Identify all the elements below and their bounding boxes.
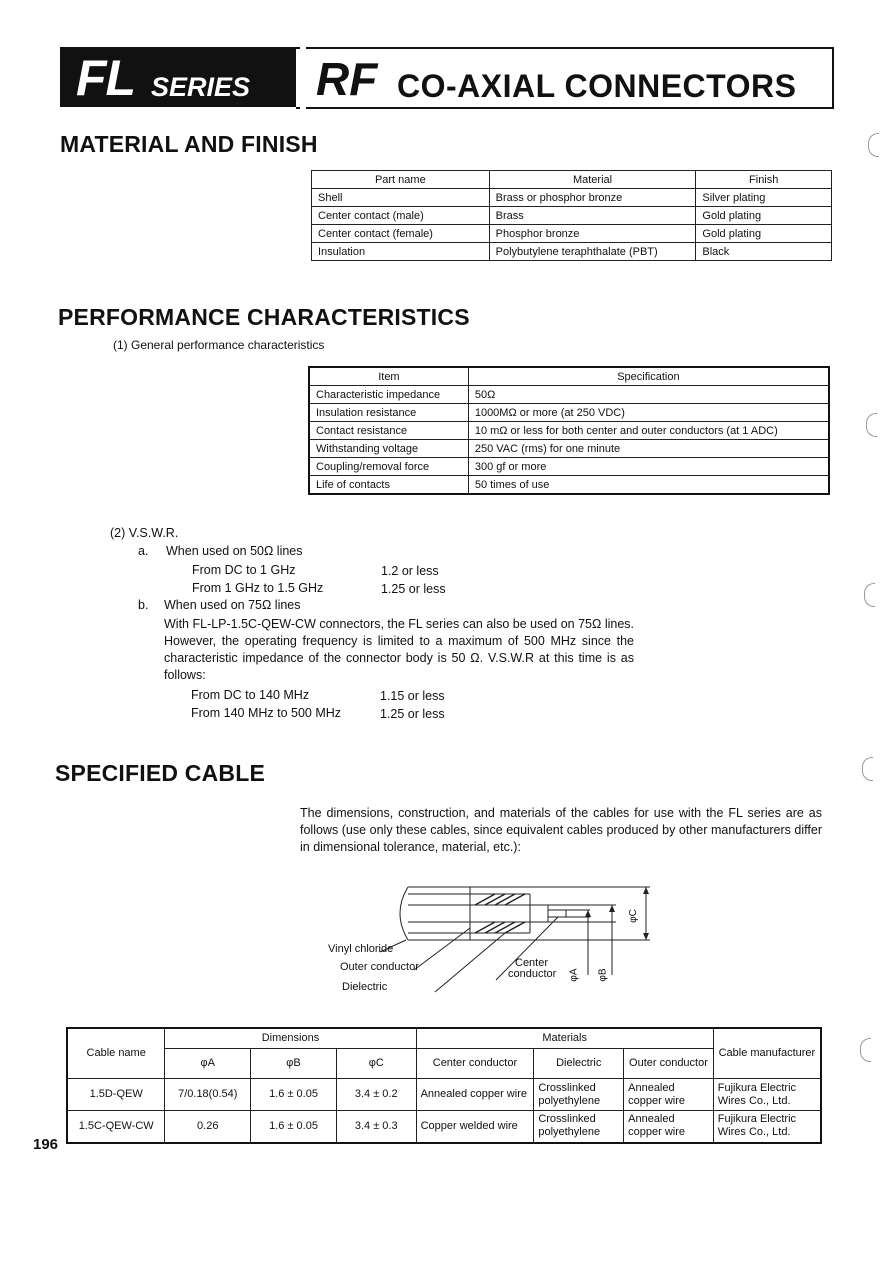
column-header: Part name — [312, 171, 490, 189]
binding-hole-mark — [868, 133, 879, 157]
table-cell: Crosslinked polyethylene — [534, 1111, 624, 1143]
table-cell: Characteristic impedance — [309, 386, 468, 404]
column-header: Center conductor — [416, 1049, 534, 1079]
table-cell: Gold plating — [696, 207, 832, 225]
column-header: Cable manufacturer — [713, 1028, 821, 1079]
table-cell: Shell — [312, 189, 490, 207]
table-cell: 50 times of use — [468, 476, 829, 495]
table-cell: 300 gf or more — [468, 458, 829, 476]
table-cell: Brass — [489, 207, 696, 225]
table-cell: Center contact (male) — [312, 207, 490, 225]
diagram-label-vinyl: Vinyl chloride — [328, 943, 394, 955]
table-header-row — [312, 171, 832, 189]
vswr-a-marker: a. — [138, 544, 149, 558]
diagram-label-center-2: conductor — [508, 968, 557, 980]
page-number: 196 — [33, 1136, 59, 1153]
table-row — [309, 476, 829, 495]
table-cell: Polybutylene teraphthalate (PBT) — [489, 243, 696, 261]
table-header-row — [309, 367, 829, 386]
diagram-label-center-1: Center — [515, 957, 549, 969]
binding-hole-mark — [862, 757, 873, 781]
table-row — [67, 1111, 821, 1143]
table-cell: Insulation resistance — [309, 404, 468, 422]
table-row — [312, 189, 832, 207]
table-row — [312, 243, 832, 261]
column-header: Dimensions — [165, 1028, 416, 1049]
header-series: SERIES — [151, 72, 251, 102]
column-header: φB — [251, 1049, 337, 1079]
column-header: Item — [309, 367, 468, 386]
table-cell: 50Ω — [468, 386, 829, 404]
vswr-b-paragraph: With FL-LP-1.5C-QEW-CW connectors, the FL series can also be used on 75Ω lines. However, the operating frequency is limited to a maximum of 500 MHz since the characteristic impedance of the connector body is 50 Ω. V.S.W.R at this time is as follows: — [164, 617, 634, 682]
table-cell: Annealed copper wire — [624, 1111, 714, 1143]
table-cell: Contact resistance — [309, 422, 468, 440]
table-cell: Insulation — [312, 243, 490, 261]
table-cell: Crosslinked polyethylene — [534, 1079, 624, 1111]
table-row — [309, 458, 829, 476]
binding-hole-mark — [860, 1038, 871, 1062]
vswr-b-text: When used on 75Ω lines — [164, 598, 301, 612]
column-header: Dielectric — [534, 1049, 624, 1079]
vswr-a-value-1: 1.2 or less — [381, 564, 439, 578]
cable-table — [66, 1027, 822, 1144]
table-cell: 1000MΩ or more (at 250 VDC) — [468, 404, 829, 422]
vswr-label: (2) V.S.W.R. — [110, 526, 179, 540]
cable-heading: SPECIFIED CABLE — [55, 760, 266, 786]
table-cell: Coupling/removal force — [309, 458, 468, 476]
binding-hole-mark — [866, 413, 877, 437]
table-cell: 3.4 ± 0.3 — [336, 1111, 416, 1143]
diagram-label-outer: Outer conductor — [340, 961, 419, 973]
table-cell: Silver plating — [696, 189, 832, 207]
table-cell: Black — [696, 243, 832, 261]
table-cell: Gold plating — [696, 225, 832, 243]
table-cell: Brass or phosphor bronze — [489, 189, 696, 207]
header-gap — [300, 47, 306, 109]
table-row — [67, 1079, 821, 1111]
column-header: Specification — [468, 367, 829, 386]
table-cell: Fujikura Electric Wires Co., Ltd. — [713, 1111, 821, 1143]
table-cell: 7/0.18(0.54) — [165, 1079, 251, 1111]
diagram-label-phiA: φA — [568, 968, 580, 982]
table-cell: Withstanding voltage — [309, 440, 468, 458]
table-cell: 250 VAC (rms) for one minute — [468, 440, 829, 458]
header-rf: RF — [316, 53, 378, 105]
material-heading: MATERIAL AND FINISH — [60, 131, 318, 157]
table-cell: Annealed copper wire — [416, 1079, 534, 1111]
table-header-row — [67, 1028, 821, 1049]
table-cell: Fujikura Electric Wires Co., Ltd. — [713, 1079, 821, 1111]
table-row — [309, 404, 829, 422]
table-cell: 3.4 ± 0.2 — [336, 1079, 416, 1111]
table-cell: Center contact (female) — [312, 225, 490, 243]
material-table — [311, 170, 832, 261]
table-row — [309, 422, 829, 440]
table-header-row — [67, 1049, 821, 1079]
table-row — [312, 225, 832, 243]
table-cell: 1.6 ± 0.05 — [251, 1111, 337, 1143]
table-row — [309, 386, 829, 404]
vswr-b-range-2: From 140 MHz to 500 MHz — [191, 706, 342, 720]
column-header: φC — [336, 1049, 416, 1079]
table-cell: 0.26 — [165, 1111, 251, 1143]
table-cell: Life of contacts — [309, 476, 468, 495]
vswr-b-marker: b. — [138, 598, 149, 612]
column-header: Finish — [696, 171, 832, 189]
header-fl: FL — [76, 50, 136, 106]
table-cell: 1.6 ± 0.05 — [251, 1079, 337, 1111]
vswr-a-text: When used on 50Ω lines — [166, 544, 303, 558]
table-cell: Phosphor bronze — [489, 225, 696, 243]
column-header: φA — [165, 1049, 251, 1079]
column-header: Materials — [416, 1028, 713, 1049]
table-cell: Copper welded wire — [416, 1111, 534, 1143]
cable-intro: The dimensions, construction, and materials of the cables for use with the FL series are as follows (use only these cables, since equivalent cables produced by other manufacturers differ in dimensional tolerance, material, etc.): — [300, 806, 822, 854]
column-header: Outer conductor — [624, 1049, 714, 1079]
diagram-label-phiB: φB — [597, 968, 609, 982]
table-row — [312, 207, 832, 225]
table-row — [309, 440, 829, 458]
column-header: Cable name — [67, 1028, 165, 1079]
table-cell: 10 mΩ or less for both center and outer conductors (at 1 ADC) — [468, 422, 829, 440]
vswr-a-range-1: From DC to 1 GHz — [192, 563, 296, 577]
table-cell: 1.5D-QEW — [67, 1079, 165, 1111]
performance-table — [308, 366, 830, 495]
vswr-a-range-2: From 1 GHz to 1.5 GHz — [192, 581, 324, 595]
header-title: CO-AXIAL CONNECTORS — [397, 68, 797, 104]
general-performance-label: (1) General performance characteristics — [113, 338, 325, 352]
table-cell: 1.5C-QEW-CW — [67, 1111, 165, 1143]
column-header: Material — [489, 171, 696, 189]
diagram-label-dielectric: Dielectric — [342, 981, 388, 993]
diagram-label-phiC: φC — [627, 909, 639, 923]
vswr-b-value-2: 1.25 or less — [380, 707, 445, 721]
table-cell: Annealed copper wire — [624, 1079, 714, 1111]
vswr-b-value-1: 1.15 or less — [380, 689, 445, 703]
vswr-b-range-1: From DC to 140 MHz — [191, 688, 310, 702]
binding-hole-mark — [864, 583, 875, 607]
performance-heading: PERFORMANCE CHARACTERISTICS — [58, 304, 470, 330]
vswr-a-value-2: 1.25 or less — [381, 582, 446, 596]
